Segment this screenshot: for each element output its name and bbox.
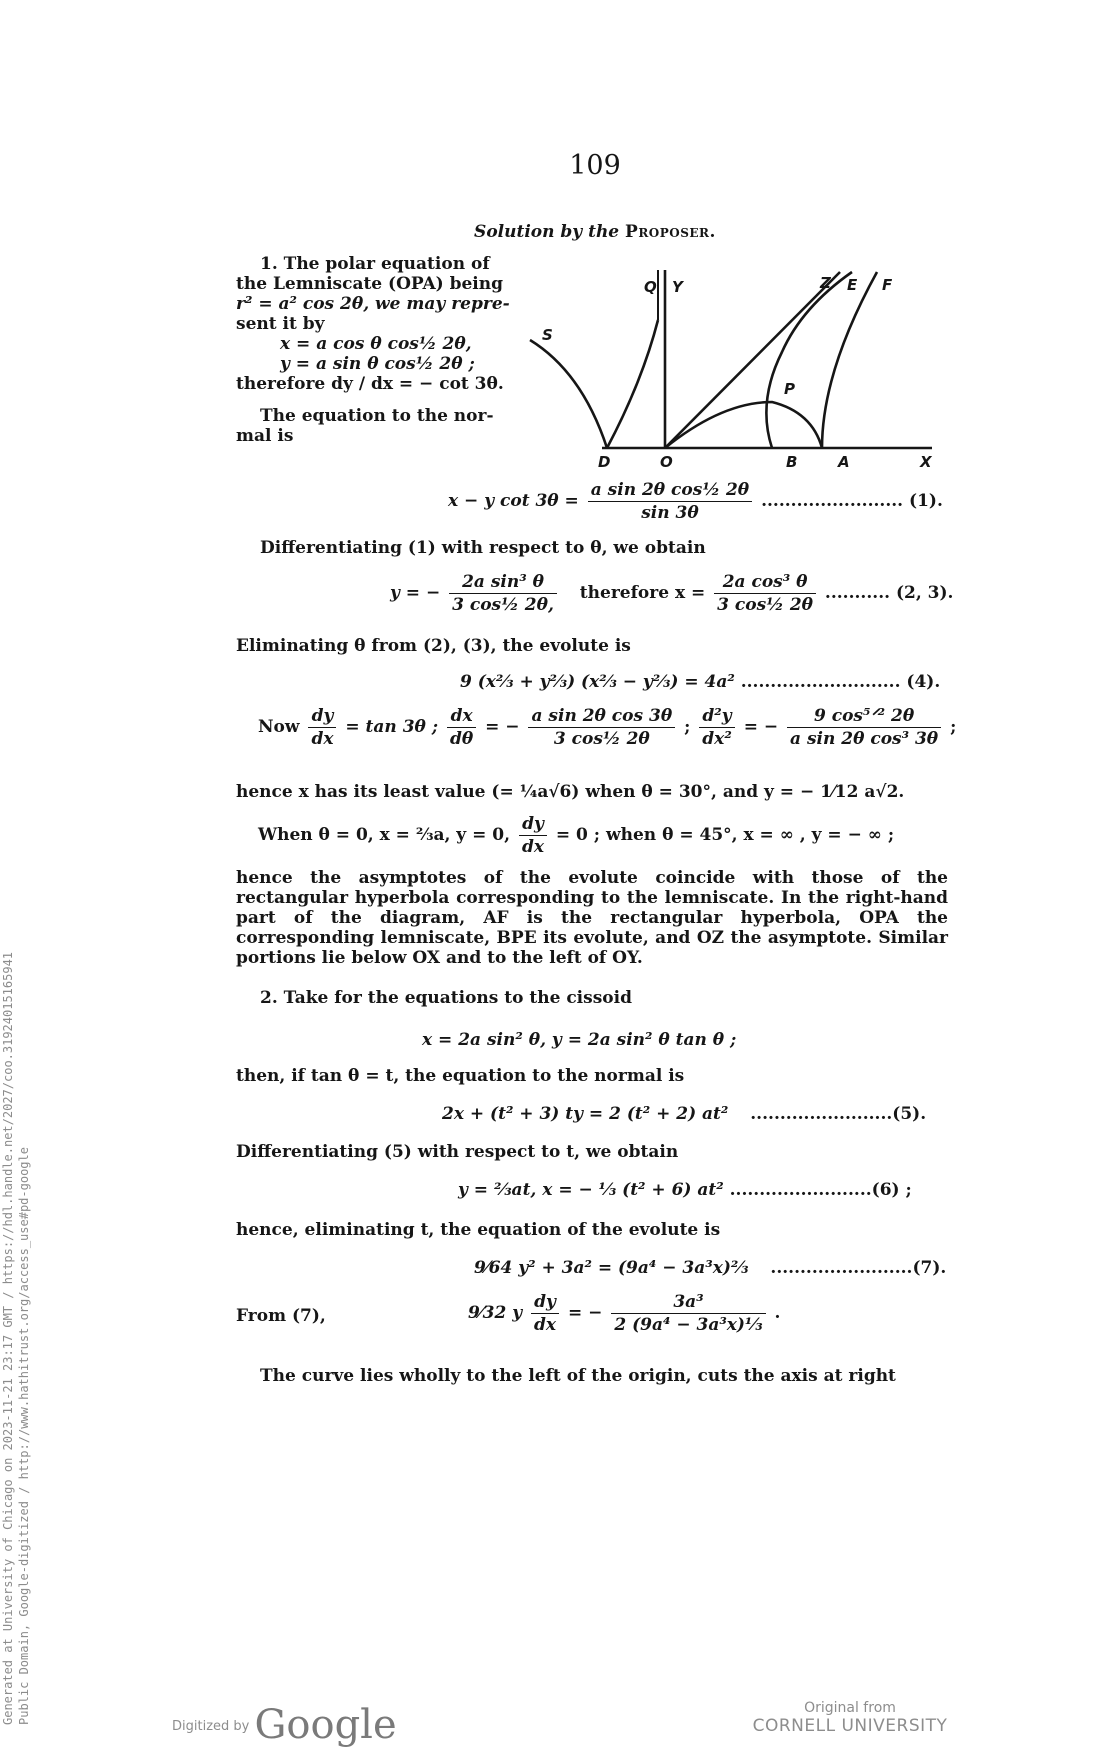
eq4-expr: 9 (x⅔ + y⅔) (x⅔ − y⅔) = 4a² xyxy=(460,672,735,692)
institution-name: CORNELL UNIVERSITY xyxy=(752,1716,948,1736)
dydx-den: dx xyxy=(311,729,334,749)
d2y-num: d²y xyxy=(699,706,734,728)
side-watermark xyxy=(0,820,31,1725)
eq23-y-fraction xyxy=(449,572,557,615)
eq7-tag: ........................(7). xyxy=(770,1258,947,1278)
eq23-x-num: 2a cos³ θ xyxy=(714,572,816,594)
normal-line-2: mal is xyxy=(236,426,294,446)
curve-d-q xyxy=(607,320,658,448)
when-num: dy xyxy=(519,814,547,836)
label-x: X xyxy=(920,453,932,471)
dxdt-num: dx xyxy=(447,706,476,728)
equation-6 xyxy=(458,1180,912,1200)
eq1-den: sin 3θ xyxy=(641,503,699,523)
when-line xyxy=(258,814,894,857)
normal-line-1: The equation to the nor- xyxy=(260,406,494,426)
b-num: a sin 2θ cos 3θ xyxy=(528,706,675,728)
part1-intro xyxy=(236,254,512,446)
label-f: F xyxy=(882,276,893,294)
dxdt-den: dθ xyxy=(449,729,474,749)
derivatives-line xyxy=(258,706,956,749)
from7-end: . xyxy=(774,1303,781,1323)
least-value-text: hence x has its least value (= ¼a√6) when θ = 30°, and y = − 1⁄12 a√2. xyxy=(236,782,905,802)
asymptote-oz xyxy=(665,272,840,448)
c-den: a sin 2θ cos³ 3θ xyxy=(790,729,939,749)
eq4-tag: ........................... (4). xyxy=(740,672,941,692)
google-logo: Google xyxy=(254,1702,397,1748)
elim2-text: hence, eliminating t, the equation of the evolute is xyxy=(236,1220,721,1240)
asymptote-paragraph: hence the asymptotes of the evolute coincide with those of the rectangular hyperbola corresponding to the lemniscate. In the right-hand part of the diagram, AF is the rectangular hyperbola, OPA the corresponding lemniscate, BPE its evolute, and OZ the asymptote. Similar portions lie below OX and to the left of OY. xyxy=(236,868,948,968)
eq6-expr: y = ⅔at, x = − ⅓ (t² + 6) at² xyxy=(458,1180,724,1200)
elim1-text: Eliminating θ from (2), (3), the evolute is xyxy=(236,636,631,656)
b-fraction xyxy=(528,706,675,749)
solution-heading xyxy=(0,222,1118,242)
eq23-x-fraction xyxy=(714,572,816,615)
diff1-text: Differentiating (1) with respect to θ, we obtain xyxy=(260,538,706,558)
heading-prefix: Solution by the xyxy=(474,222,620,242)
intro-line-4: sent it by xyxy=(236,314,325,334)
from7-eq: = − xyxy=(568,1303,603,1323)
eq23-mid: therefore x = xyxy=(579,583,706,603)
cissoid-equations: x = 2a sin² θ, y = 2a sin² θ tan θ ; xyxy=(422,1030,737,1050)
label-e: E xyxy=(847,276,858,294)
eq-c: = − xyxy=(743,717,779,737)
digitized-by: Digitized by xyxy=(172,1719,250,1734)
slope-line: therefore dy / dx = − cot 3θ. xyxy=(236,374,504,394)
eq23-y-den: 3 cos½ 2θ, xyxy=(452,595,554,615)
from7-num: 3a³ xyxy=(611,1292,765,1314)
when-den: dx xyxy=(521,837,544,857)
d2y-fraction xyxy=(699,706,734,749)
dydx-num: dy xyxy=(308,706,336,728)
diff5-text: Differentiating (5) with respect to t, we obtain xyxy=(236,1142,679,1162)
eq23-x-den: 3 cos½ 2θ xyxy=(717,595,813,615)
lemniscate-diagram xyxy=(522,262,952,472)
curve-s xyxy=(530,340,607,448)
equation-4 xyxy=(460,672,940,692)
now-end: ; xyxy=(950,717,957,737)
side-line-2: Public Domain, Google-digitized / http://www.hathitrust.org/access_use#pd-google xyxy=(17,1147,31,1725)
semi: ; xyxy=(684,717,691,737)
original-from: Original from xyxy=(804,1700,896,1716)
when-pre: When θ = 0, x = ⅔a, y = 0, xyxy=(258,825,511,845)
equation-1 xyxy=(448,480,943,523)
b-den: 3 cos½ 2θ xyxy=(553,729,650,749)
label-y: Y xyxy=(672,278,683,296)
from7-left-fraction xyxy=(531,1292,559,1335)
side-line-1: Generated at University of Chicago on 2023-11-21 23:17 GMT / https://hdl.handle.net/2027/coo.31924015165941 xyxy=(1,951,15,1725)
eq23-y-num: 2a sin³ θ xyxy=(449,572,557,594)
label-s: S xyxy=(542,326,553,344)
d2y-den: dx² xyxy=(702,729,732,749)
label-z: Z xyxy=(820,274,831,292)
when-post: = 0 ; when θ = 45°, x = ∞ , y = − ∞ ; xyxy=(555,825,895,845)
eq1-num: a sin 2θ cos½ 2θ xyxy=(588,480,752,502)
tan-part: = tan 3θ ; xyxy=(345,717,439,737)
intro-line-2: the Lemniscate (OPA) being xyxy=(236,274,504,294)
intro-line-1: 1. The polar equation of xyxy=(260,254,490,274)
from7-lhs: 9⁄32 y xyxy=(468,1303,523,1323)
from7-right-fraction xyxy=(611,1292,765,1335)
eq23-tag: ........... (2, 3). xyxy=(824,583,954,603)
label-d: D xyxy=(598,453,611,471)
now-word: Now xyxy=(258,717,300,737)
param-x: x = a cos θ cos½ 2θ, xyxy=(280,334,472,354)
equation-5 xyxy=(442,1104,926,1124)
c-fraction xyxy=(787,706,941,749)
eq1-tag: ........................ (1). xyxy=(761,491,943,511)
hyperbola-af xyxy=(822,272,877,448)
footer-digitized xyxy=(172,1702,397,1748)
eq23-y-lhs: y = − xyxy=(390,583,441,603)
footer-original xyxy=(740,1700,960,1736)
c-num: 9 cos⁵ᐟ² 2θ xyxy=(787,706,941,728)
eq1-lhs: x − y cot 3θ = xyxy=(448,491,579,511)
eq7-expr: 9⁄64 y² + 3a² = (9a⁴ − 3a³x)⅔ xyxy=(474,1258,749,1278)
page-number: 109 xyxy=(569,150,621,181)
curve-last-line: The curve lies wholly to the left of the origin, cuts the axis at right xyxy=(260,1366,896,1386)
from7-den: 2 (9a⁴ − 3a³x)⅓ xyxy=(614,1315,763,1335)
label-o: O xyxy=(660,453,673,471)
equation-2-3 xyxy=(390,572,953,615)
label-a: A xyxy=(838,453,850,471)
dydx-fraction xyxy=(308,706,336,749)
heading-proposer: Proposer. xyxy=(625,222,716,242)
normal-intro: then, if tan θ = t, the equation to the normal is xyxy=(236,1066,685,1086)
dxdtheta-fraction xyxy=(447,706,476,749)
label-b: B xyxy=(786,453,798,471)
param-y: y = a sin θ cos½ 2θ ; xyxy=(280,354,475,374)
label-q: Q xyxy=(644,278,657,296)
eq5-expr: 2x + (t² + 3) ty = 2 (t² + 2) at² xyxy=(442,1104,729,1124)
label-p: P xyxy=(784,380,795,398)
intro-line-3: r² = a² cos 2θ, we may repre- xyxy=(236,294,510,314)
from7-den-l: dx xyxy=(534,1315,557,1335)
eq5-tag: ........................(5). xyxy=(750,1104,927,1124)
equation-7 xyxy=(474,1258,946,1278)
from7-num-l: dy xyxy=(531,1292,559,1314)
from7-label: From (7), xyxy=(236,1306,326,1326)
eq1-fraction xyxy=(588,480,752,523)
eq6-tag: ........................(6) ; xyxy=(729,1180,912,1200)
part2-intro: 2. Take for the equations to the cissoid xyxy=(260,988,632,1008)
eq-b: = − xyxy=(485,717,520,737)
from7-equation xyxy=(468,1292,780,1335)
when-fraction xyxy=(519,814,547,857)
